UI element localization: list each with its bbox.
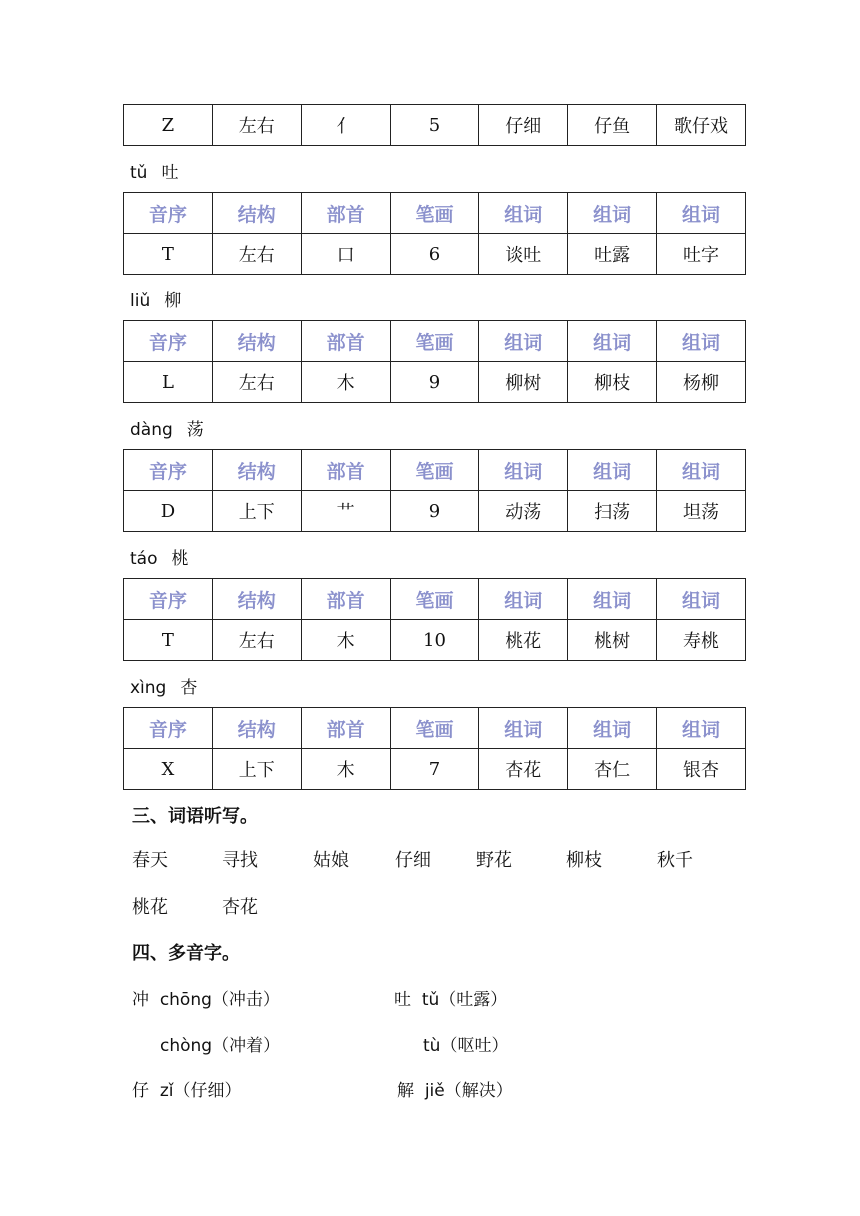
table-cell: 口 (301, 234, 390, 275)
column-header: 结构 (212, 193, 301, 234)
dictation-word: 野花 (476, 850, 512, 871)
table-cell: L (124, 362, 213, 403)
table-cell: 柳枝 (568, 362, 657, 403)
table-cell: 木 (301, 362, 390, 403)
table-cell: 上下 (212, 749, 301, 790)
table-row (124, 105, 746, 146)
table-cell: 银杏 (657, 749, 746, 790)
poly-pinyin: chōng (159, 990, 212, 1010)
dictation-word: 春天 (132, 850, 168, 871)
table-cell: 左右 (212, 620, 301, 661)
poly-char: 仔 (132, 1081, 149, 1101)
poly-char: 解 (397, 1081, 414, 1101)
char-pinyin: dàng (130, 420, 173, 440)
column-header: 结构 (212, 321, 301, 362)
char-label-dang (130, 415, 204, 440)
table-cell: 左右 (212, 105, 301, 146)
column-header: 组词 (568, 193, 657, 234)
dictation-word: 秋千 (657, 850, 693, 871)
table-cell: 杨柳 (657, 362, 746, 403)
dictation-word: 杏花 (222, 897, 258, 918)
table-row (124, 234, 746, 275)
char-hanzi: 荡 (186, 420, 204, 440)
dictation-word: 姑娘 (313, 850, 349, 871)
poly-word: （呕吐） (440, 1036, 509, 1056)
column-header: 组词 (479, 450, 568, 491)
column-header: 组词 (657, 708, 746, 749)
column-header: 部首 (301, 708, 390, 749)
poly-pinyin: tù (423, 1036, 441, 1056)
poly-word: （冲击） (211, 990, 280, 1010)
poly-word: （冲着） (212, 1036, 281, 1056)
table-cell: 9 (390, 491, 479, 532)
poly-pinyin: zǐ (159, 1081, 174, 1101)
char-table-tu (123, 192, 746, 275)
poly-char: 吐 (394, 990, 411, 1010)
column-header: 组词 (568, 450, 657, 491)
polyphonic-entry (394, 985, 507, 1010)
column-header: 组词 (568, 579, 657, 620)
dictation-word: 柳枝 (566, 850, 602, 871)
poly-pinyin: tǔ (421, 990, 440, 1010)
polyphonic-entry (423, 1031, 508, 1056)
section-title-polyphonic: 四、多音字。 (132, 943, 240, 964)
char-table-zai (123, 104, 746, 146)
table-cell: T (124, 234, 213, 275)
poly-pinyin: jiě (424, 1081, 445, 1101)
column-header: 笔画 (390, 321, 479, 362)
dictation-word: 桃花 (132, 897, 168, 918)
char-label-xing (130, 673, 197, 698)
dictation-word: 寻找 (222, 850, 258, 871)
table-cell: 杏仁 (568, 749, 657, 790)
table-cell: 亻 (301, 105, 390, 146)
table-cell: X (124, 749, 213, 790)
column-header: 组词 (657, 321, 746, 362)
char-pinyin: táo (130, 549, 158, 569)
table-cell: 谈吐 (479, 234, 568, 275)
table-cell: 艹 (301, 491, 390, 532)
polyphonic-entry (160, 1031, 280, 1056)
char-hanzi: 桃 (171, 549, 189, 569)
table-cell: 6 (390, 234, 479, 275)
column-header: 部首 (301, 450, 390, 491)
table-cell: 5 (390, 105, 479, 146)
poly-word: （解决） (444, 1081, 513, 1101)
table-row (124, 362, 746, 403)
table-row (124, 749, 746, 790)
table-header-row (124, 579, 746, 620)
column-header: 组词 (479, 708, 568, 749)
column-header: 组词 (568, 321, 657, 362)
table-cell: 9 (390, 362, 479, 403)
table-cell: 木 (301, 620, 390, 661)
table-cell: T (124, 620, 213, 661)
char-table-tao (123, 578, 746, 661)
column-header: 部首 (301, 193, 390, 234)
char-hanzi: 柳 (164, 291, 182, 311)
polyphonic-entry (132, 985, 280, 1010)
table-header-row (124, 193, 746, 234)
table-cell: 仔细 (479, 105, 568, 146)
table-cell: 桃花 (479, 620, 568, 661)
column-header: 音序 (124, 708, 213, 749)
char-table-xing (123, 707, 746, 790)
polyphonic-entry (132, 1076, 241, 1101)
table-cell: D (124, 491, 213, 532)
column-header: 笔画 (390, 450, 479, 491)
column-header: 部首 (301, 321, 390, 362)
table-cell: 杏花 (479, 749, 568, 790)
poly-word: （仔细） (173, 1081, 242, 1101)
table-cell: 木 (301, 749, 390, 790)
table-cell: 吐字 (657, 234, 746, 275)
table-cell: 歌仔戏 (657, 105, 746, 146)
table-header-row (124, 321, 746, 362)
char-table-liu (123, 320, 746, 403)
table-cell: 上下 (212, 491, 301, 532)
table-header-row (124, 708, 746, 749)
column-header: 组词 (657, 193, 746, 234)
table-row (124, 491, 746, 532)
column-header: 笔画 (390, 193, 479, 234)
table-cell: 扫荡 (568, 491, 657, 532)
column-header: 音序 (124, 579, 213, 620)
polyphonic-entry (397, 1076, 513, 1101)
section-title-dictation: 三、词语听写。 (132, 806, 258, 827)
poly-char: 冲 (132, 990, 149, 1010)
table-cell: 吐露 (568, 234, 657, 275)
char-pinyin: tǔ (130, 163, 148, 183)
poly-pinyin: chòng (160, 1036, 213, 1056)
table-row (124, 620, 746, 661)
char-label-tu (130, 158, 178, 183)
column-header: 组词 (479, 579, 568, 620)
table-cell: 10 (390, 620, 479, 661)
column-header: 音序 (124, 321, 213, 362)
table-header-row (124, 450, 746, 491)
table-cell: 桃树 (568, 620, 657, 661)
column-header: 结构 (212, 708, 301, 749)
table-cell: 柳树 (479, 362, 568, 403)
char-label-liu (130, 286, 181, 311)
table-cell: 7 (390, 749, 479, 790)
char-label-tao (130, 544, 188, 569)
column-header: 音序 (124, 450, 213, 491)
table-cell: 寿桃 (657, 620, 746, 661)
column-header: 组词 (479, 193, 568, 234)
column-header: 组词 (568, 708, 657, 749)
table-cell: Z (124, 105, 213, 146)
column-header: 结构 (212, 579, 301, 620)
column-header: 笔画 (390, 579, 479, 620)
column-header: 组词 (479, 321, 568, 362)
table-cell: 左右 (212, 362, 301, 403)
dictation-word: 仔细 (395, 850, 431, 871)
char-pinyin: xìng (130, 678, 167, 698)
column-header: 组词 (657, 450, 746, 491)
column-header: 音序 (124, 193, 213, 234)
char-hanzi: 吐 (161, 163, 179, 183)
table-cell: 坦荡 (657, 491, 746, 532)
column-header: 笔画 (390, 708, 479, 749)
char-table-dang (123, 449, 746, 532)
table-cell: 仔鱼 (568, 105, 657, 146)
char-hanzi: 杏 (180, 678, 198, 698)
column-header: 部首 (301, 579, 390, 620)
poly-word: （吐露） (439, 990, 508, 1010)
column-header: 组词 (657, 579, 746, 620)
column-header: 结构 (212, 450, 301, 491)
table-cell: 动荡 (479, 491, 568, 532)
char-pinyin: liǔ (130, 291, 151, 311)
table-cell: 左右 (212, 234, 301, 275)
